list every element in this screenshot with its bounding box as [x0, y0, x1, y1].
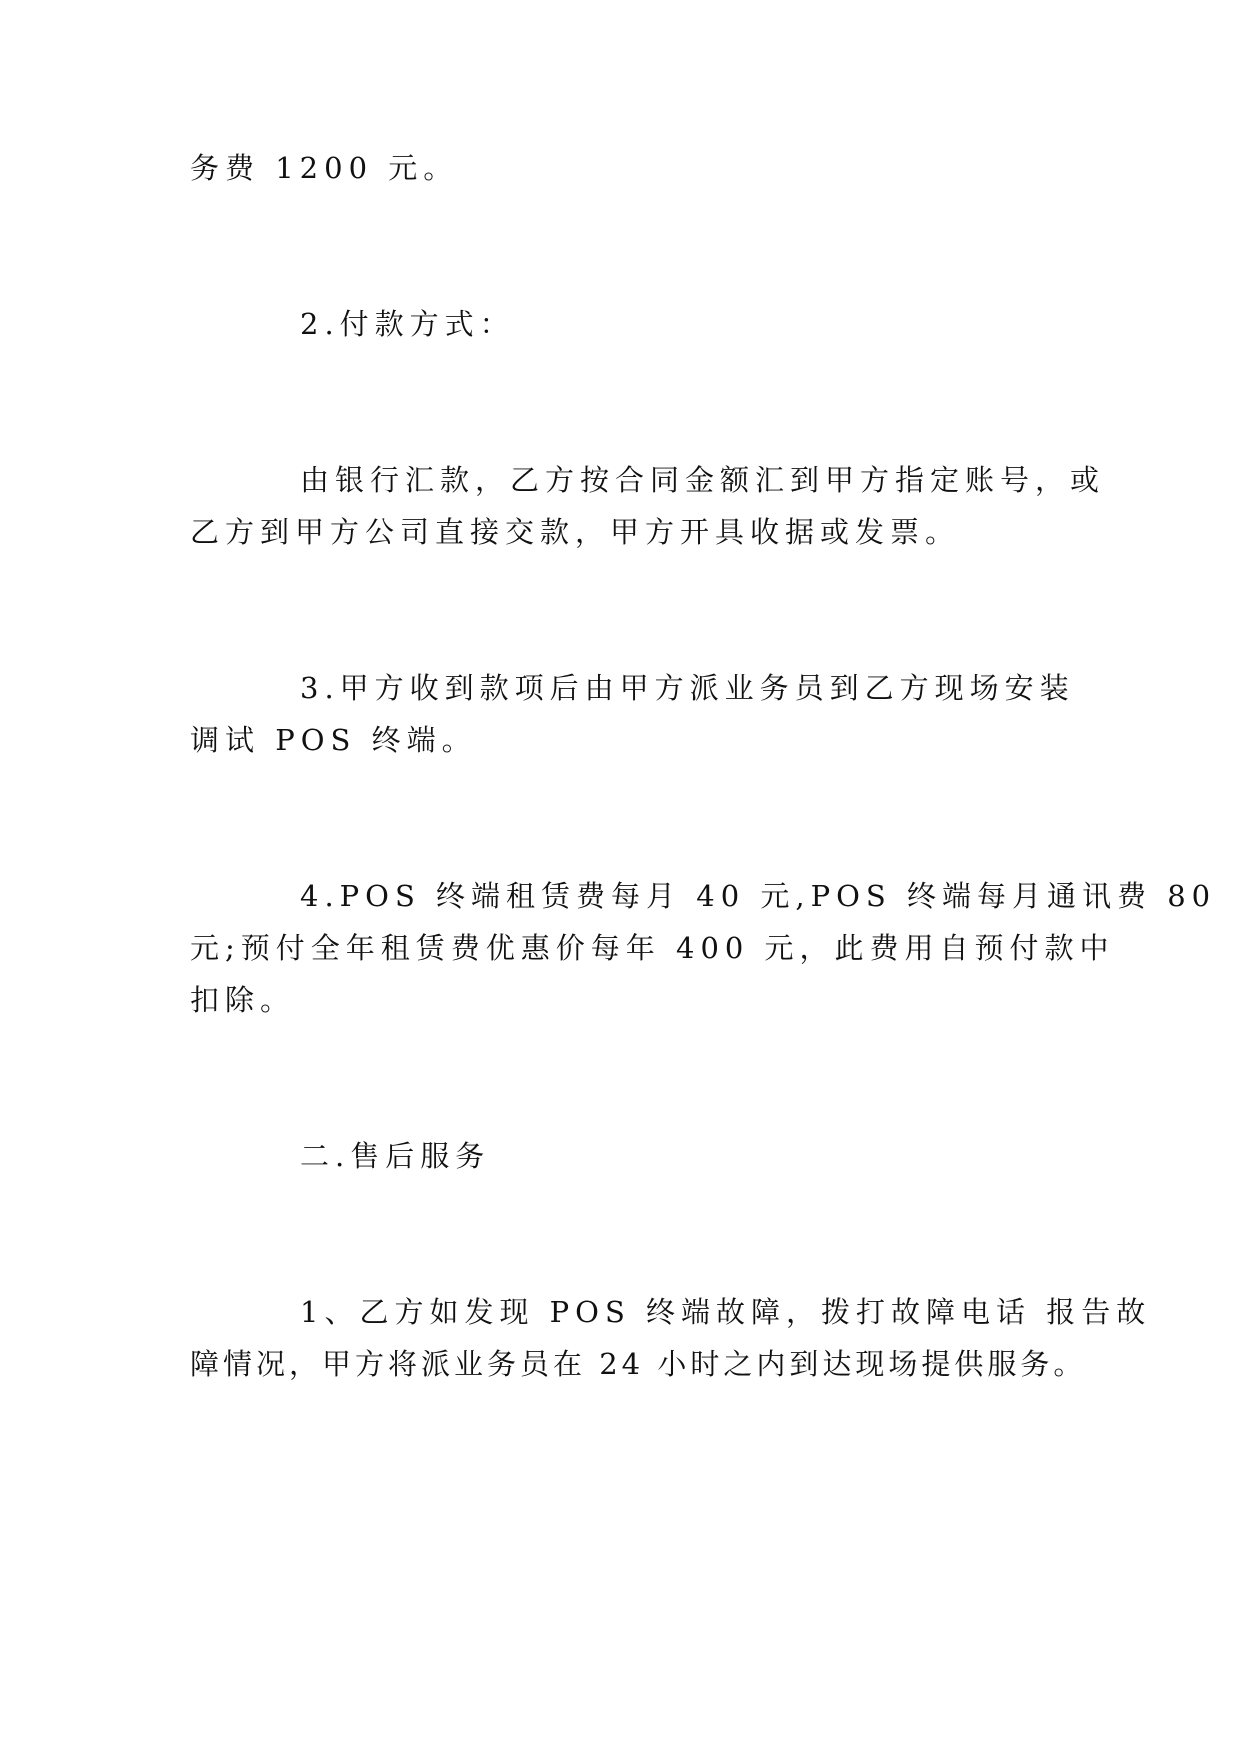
rental-fee-line-2: 元;预付全年租赁费优惠价每年 400 元，此费用自预付款中: [190, 931, 1115, 965]
rental-fee-line-1: 4.POS 终端租赁费每月 40 元,POS 终端每月通讯费 80: [300, 879, 1217, 913]
installation-line-2: 调试 POS 终端。: [190, 723, 477, 757]
installation-line-1: 3.甲方收到款项后由甲方派业务员到乙方现场安装: [300, 671, 1075, 705]
payment-heading: 2.付款方式：: [300, 307, 515, 341]
payment-method-line-1: 由银行汇款，乙方按合同金额汇到甲方指定账号，或: [300, 463, 1106, 497]
fault-report-line-2: 障情况，甲方将派业务员在 24 小时之内到达现场提供服务。: [190, 1347, 1087, 1381]
fee-tail-line: 务费 1200 元。: [190, 151, 459, 185]
rental-fee-line-3: 扣除。: [190, 983, 296, 1017]
payment-method-line-2: 乙方到甲方公司直接交款，甲方开具收据或发票。: [190, 515, 961, 549]
fault-report-line-1: 1、乙方如发现 POS 终端故障，拨打故障电话 报告故: [300, 1295, 1152, 1329]
after-sales-heading: 二.售后服务: [300, 1139, 491, 1173]
